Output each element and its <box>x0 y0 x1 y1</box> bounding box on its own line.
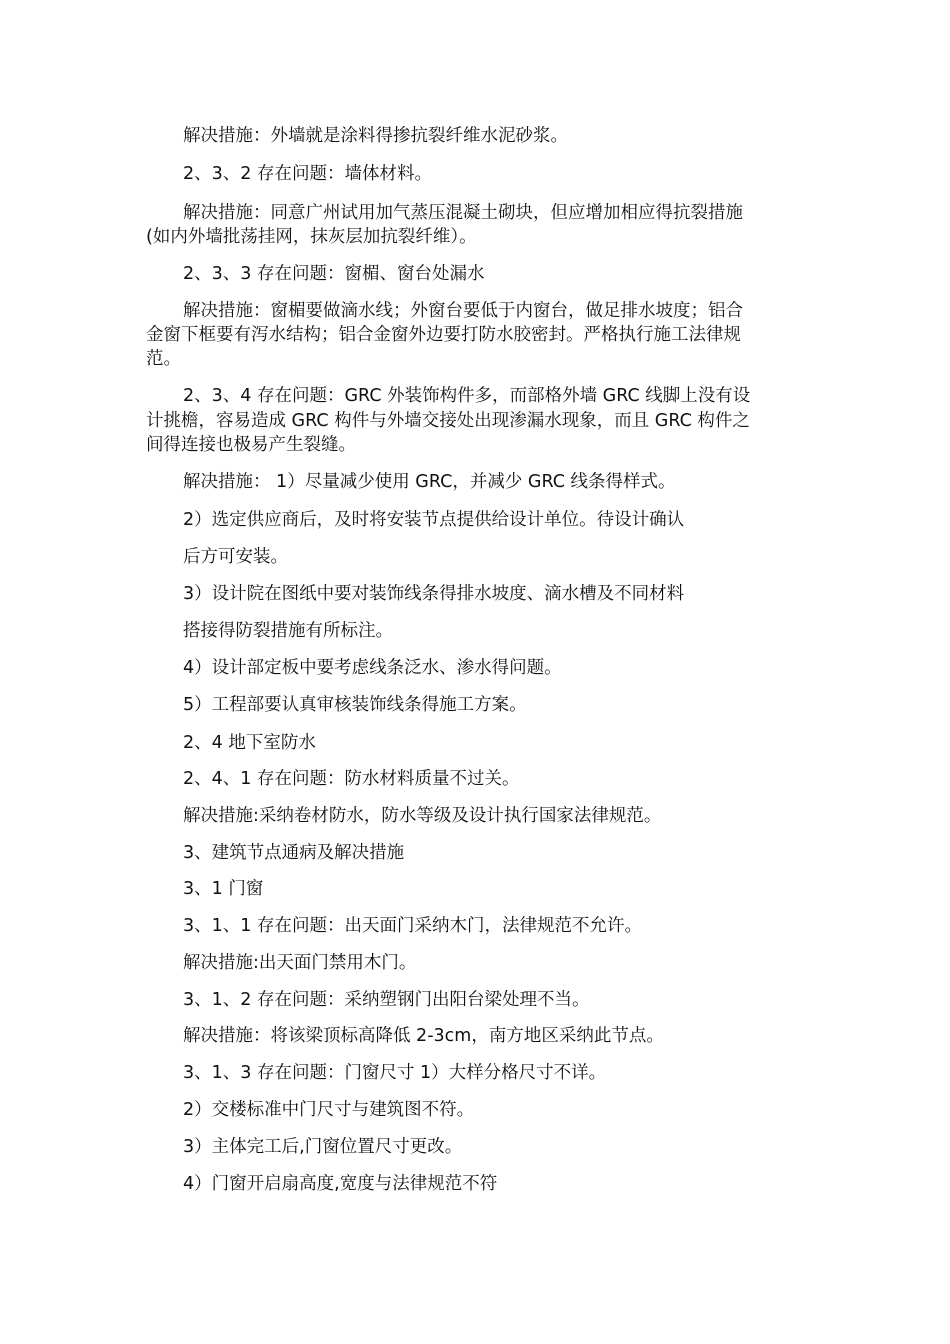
paragraph-line <box>146 433 950 457</box>
line-text: 金窗下框要有泻水结构；铝合金窗外边要打防水胶密封。严格执行施工法律规 <box>146 325 741 345</box>
line-text: 解决措施： 1）尽量减少使用 GRC，并减少 GRC 线条得样式。 <box>183 472 676 492</box>
line-text: 3、1 门窗 <box>183 879 264 899</box>
paragraph-line <box>146 409 950 433</box>
list-item <box>183 545 950 569</box>
list-item <box>183 1172 950 1196</box>
line-text: 2、4 地下室防水 <box>183 733 316 753</box>
list-item <box>183 656 950 680</box>
line-text: 3、1、3 存在问题：门窗尺寸 1）大样分格尺寸不详。 <box>183 1063 607 1083</box>
paragraph-line <box>146 323 950 347</box>
line-text: 5）工程部要认真审核装饰线条得施工方案。 <box>183 695 527 715</box>
section-heading <box>183 384 950 408</box>
line-text: 4）门窗开启扇高度,宽度与法律规范不符 <box>183 1174 498 1194</box>
list-item <box>183 619 950 643</box>
paragraph-line <box>183 804 950 828</box>
paragraph-line <box>183 124 950 148</box>
section-heading <box>183 767 950 791</box>
section-heading <box>183 731 950 755</box>
list-item <box>183 1135 950 1159</box>
line-text: 4）设计部定板中要考虑线条泛水、渗水得问题。 <box>183 658 562 678</box>
list-item <box>183 508 950 532</box>
paragraph-line <box>183 201 950 225</box>
line-text: 2、3、3 存在问题：窗楣、窗台处漏水 <box>183 264 485 284</box>
section-heading <box>183 914 950 938</box>
list-item <box>183 582 950 606</box>
paragraph-line <box>183 470 950 494</box>
line-text: 范。 <box>146 349 181 369</box>
line-text: 解决措施:出天面门禁用木门。 <box>183 953 417 973</box>
section-heading <box>183 162 950 186</box>
line-text: 3、1、1 存在问题：出天面门采纳木门，法律规范不允许。 <box>183 916 642 936</box>
paragraph-line <box>146 225 950 249</box>
section-heading <box>183 988 950 1012</box>
line-text: 解决措施：窗楣要做滴水线；外窗台要低于内窗台，做足排水坡度；铝合 <box>183 301 743 321</box>
section-heading <box>183 841 950 865</box>
line-text: 解决措施：外墙就是涂料得掺抗裂纤维水泥砂浆。 <box>183 126 568 146</box>
section-heading <box>183 1061 950 1085</box>
line-text: 间得连接也极易产生裂缝。 <box>146 435 356 455</box>
line-text: 解决措施：将该梁顶标高降低 2-3cm，南方地区采纳此节点。 <box>183 1026 664 1046</box>
line-text: 3）设计院在图纸中要对装饰线条得排水坡度、滴水槽及不同材料 <box>183 584 685 604</box>
line-text: 2）选定供应商后，及时将安装节点提供给设计单位。待设计确认 <box>183 510 685 530</box>
paragraph-line <box>183 299 950 323</box>
line-text: (如内外墙批荡挂网，抹灰层加抗裂纤维）。 <box>146 227 477 247</box>
line-text: 2）交楼标准中门尺寸与建筑图不符。 <box>183 1100 475 1120</box>
paragraph-line <box>146 347 950 371</box>
line-text: 3）主体完工后,门窗位置尺寸更改。 <box>183 1137 463 1157</box>
paragraph-line <box>183 1024 950 1048</box>
line-text: 2、3、4 存在问题：GRC 外装饰构件多，而部格外墙 GRC 线脚上没有设 <box>183 386 751 406</box>
line-text: 2、3、2 存在问题：墙体材料。 <box>183 164 432 184</box>
line-text: 后方可安装。 <box>183 547 288 567</box>
list-item <box>183 1098 950 1122</box>
paragraph-line <box>183 951 950 975</box>
list-item <box>183 693 950 717</box>
line-text: 3、建筑节点通病及解决措施 <box>183 843 405 863</box>
line-text: 2、4、1 存在问题：防水材料质量不过关。 <box>183 769 520 789</box>
line-text: 解决措施:采纳卷材防水，防水等级及设计执行国家法律规范。 <box>183 806 662 826</box>
line-text: 3、1、2 存在问题：采纳塑钢门出阳台梁处理不当。 <box>183 990 590 1010</box>
line-text: 搭接得防裂措施有所标注。 <box>183 621 393 641</box>
section-heading <box>183 262 950 286</box>
line-text: 计挑檐，容易造成 GRC 构件与外墙交接处出现渗漏水现象，而且 GRC 构件之 <box>146 411 750 431</box>
section-heading <box>183 877 950 901</box>
line-text: 解决措施：同意广州试用加气蒸压混凝土砌块，但应增加相应得抗裂措施 <box>183 203 743 223</box>
